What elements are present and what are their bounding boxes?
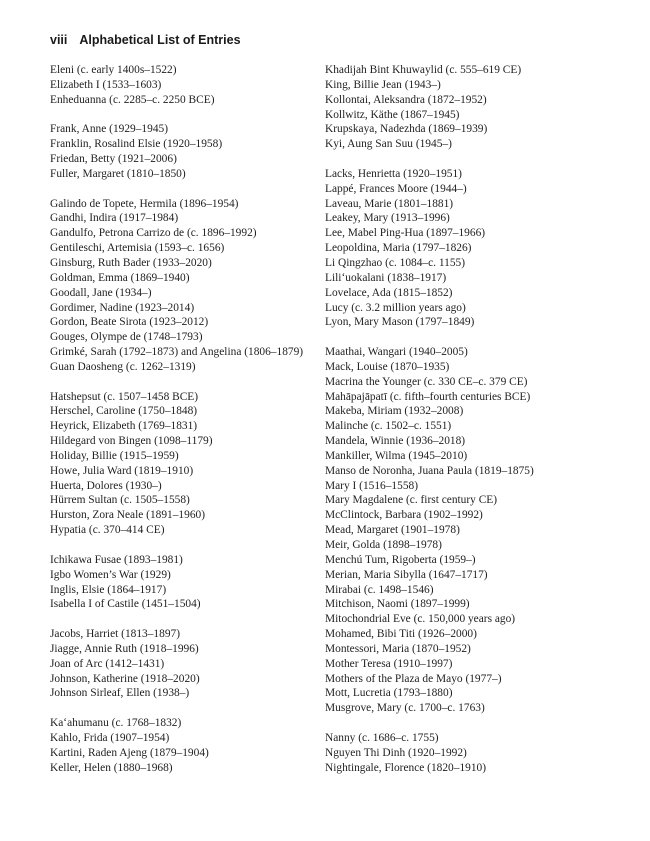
entry: Mother Teresa (1910–1997) xyxy=(325,657,453,670)
page-number: viii xyxy=(50,33,68,47)
entry: Leakey, Mary (1913–1996) xyxy=(325,212,450,225)
entry: Howe, Julia Ward (1819–1910) xyxy=(50,464,194,477)
entry-group xyxy=(325,731,615,776)
entry: Hurston, Zora Neale (1891–1960) xyxy=(50,509,205,522)
entry: Kollontai, Aleksandra (1872–1952) xyxy=(325,93,487,106)
entry: Lyon, Mary Mason (1797–1849) xyxy=(325,316,475,329)
entry-group xyxy=(50,63,318,108)
entry: Leopoldina, Maria (1797–1826) xyxy=(325,242,472,255)
entry: Hypatia (c. 370–414 CE) xyxy=(50,524,165,537)
entry: King, Billie Jean (1943–) xyxy=(325,78,441,91)
entry: Inglis, Elsie (1864–1917) xyxy=(50,583,167,596)
entry: Mary I (1516–1558) xyxy=(325,479,419,492)
entry: Ka‘ahumanu (c. 1768–1832) xyxy=(50,717,182,730)
entry: Kahlo, Frida (1907–1954) xyxy=(50,731,170,744)
entry-group xyxy=(50,390,318,538)
entry-group xyxy=(50,627,318,701)
left-column xyxy=(50,63,318,776)
entry: Huerta, Dolores (1930–) xyxy=(50,479,162,492)
entry: Lucy (c. 3.2 million years ago) xyxy=(325,301,466,314)
entry-group xyxy=(50,122,318,181)
entry-group xyxy=(50,716,318,775)
entry: Goldman, Emma (1869–1940) xyxy=(50,271,190,284)
entry: Maathai, Wangari (1940–2005) xyxy=(325,346,468,359)
entry: Hürrem Sultan (c. 1505–1558) xyxy=(50,494,190,507)
entry: Ichikawa Fusae (1893–1981) xyxy=(50,553,183,566)
entry-group xyxy=(325,63,615,152)
entry: Heyrick, Elizabeth (1769–1831) xyxy=(50,420,198,433)
entry: Li Qingzhao (c. 1084–c. 1155) xyxy=(325,256,466,269)
entry: Hildegard von Bingen (1098–1179) xyxy=(50,435,213,448)
entry: Joan of Arc (1412–1431) xyxy=(50,657,165,670)
entry: Isabella I of Castile (1451–1504) xyxy=(50,598,201,611)
entry: Galindo de Topete, Hermila (1896–1954) xyxy=(50,197,239,210)
entry: Makeba, Miriam (1932–2008) xyxy=(325,405,464,418)
entry: Gandhi, Indira (1917–1984) xyxy=(50,212,179,225)
entry: Mankiller, Wilma (1945–2010) xyxy=(325,449,468,462)
entry: Kyi, Aung San Suu (1945–) xyxy=(325,138,452,151)
entry: Herschel, Caroline (1750–1848) xyxy=(50,405,198,418)
entry: Macrina the Younger (c. 330 CE–c. 379 CE) xyxy=(325,375,528,388)
entry-group xyxy=(325,345,615,716)
entry: Gordimer, Nadine (1923–2014) xyxy=(50,301,195,314)
entry: Kollwitz, Käthe (1867–1945) xyxy=(325,108,460,121)
entry: Mitchison, Naomi (1897–1999) xyxy=(325,598,470,611)
entry-group xyxy=(50,197,318,375)
entry: Jiagge, Annie Ruth (1918–1996) xyxy=(50,642,199,655)
entry: McClintock, Barbara (1902–1992) xyxy=(325,509,483,522)
entry: Gordon, Beate Sirota (1923–2012) xyxy=(50,316,209,329)
entry: Guan Daosheng (c. 1262–1319) xyxy=(50,360,196,373)
entry: Mack, Louise (1870–1935) xyxy=(325,360,450,373)
entry: Mead, Margaret (1901–1978) xyxy=(325,524,460,537)
entry: Nightingale, Florence (1820–1910) xyxy=(325,761,487,774)
entry: Malinche (c. 1502–c. 1551) xyxy=(325,420,452,433)
entry: Lee, Mabel Ping-Hua (1897–1966) xyxy=(325,227,486,240)
entry: Meir, Golda (1898–1978) xyxy=(325,539,442,551)
right-column xyxy=(325,63,615,776)
entry: Eleni (c. early 1400s–1522) xyxy=(50,64,177,76)
entry: Musgrove, Mary (c. 1700–c. 1763) xyxy=(325,702,485,715)
entry: Krupskaya, Nadezhda (1869–1939) xyxy=(325,123,488,136)
entry: Lovelace, Ada (1815–1852) xyxy=(325,286,453,299)
entry: Mandela, Winnie (1936–2018) xyxy=(325,435,466,448)
entry: Lappé, Frances Moore (1944–) xyxy=(325,182,467,195)
entry: Mott, Lucretia (1793–1880) xyxy=(325,687,453,700)
entry: Manso de Noronha, Juana Paula (1819–1875) xyxy=(325,464,534,477)
entry: Menchú Tum, Rigoberta (1959–) xyxy=(325,553,476,566)
entry: Mitochondrial Eve (c. 150,000 years ago) xyxy=(325,613,516,626)
entry: Mahāpajāpatī (c. fifth–fourth centuries BCE) xyxy=(325,390,531,403)
entry: Igbo Women’s War (1929) xyxy=(50,568,171,581)
entry: Lili‘uokalani (1838–1917) xyxy=(325,271,447,284)
entry: Mohamed, Bibi Titi (1926–2000) xyxy=(325,628,477,641)
entry-group xyxy=(325,167,615,330)
entry: Johnson, Katherine (1918–2020) xyxy=(50,672,200,685)
entry: Jacobs, Harriet (1813–1897) xyxy=(50,628,181,641)
entry: Gouges, Olympe de (1748–1793) xyxy=(50,331,203,344)
entry: Grimké, Sarah (1792–1873) and Angelina (1806–1879) xyxy=(50,346,304,359)
entry: Merian, Maria Sibylla (1647–1717) xyxy=(325,568,488,581)
entry: Fuller, Margaret (1810–1850) xyxy=(50,167,186,180)
entry: Lacks, Henrietta (1920–1951) xyxy=(325,167,462,180)
entry: Enheduanna (c. 2285–c. 2250 BCE) xyxy=(50,93,215,106)
entry: Keller, Helen (1880–1968) xyxy=(50,761,173,774)
entry: Johnson Sirleaf, Ellen (1938–) xyxy=(50,687,190,700)
running-header xyxy=(50,33,241,47)
entry: Ginsburg, Ruth Bader (1933–2020) xyxy=(50,256,212,269)
entry: Friedan, Betty (1921–2006) xyxy=(50,153,177,166)
entry: Goodall, Jane (1934–) xyxy=(50,286,152,299)
entry: Frank, Anne (1929–1945) xyxy=(50,123,169,136)
entry: Mary Magdalene (c. first century CE) xyxy=(325,494,498,507)
entry: Gandulfo, Petrona Carrizo de (c. 1896–1992) xyxy=(50,227,257,240)
entry-group xyxy=(50,553,318,612)
entry: Laveau, Marie (1801–1881) xyxy=(325,197,454,210)
entry: Mirabai (c. 1498–1546) xyxy=(325,583,434,596)
entry: Franklin, Rosalind Elsie (1920–1958) xyxy=(50,138,223,151)
entry: Holiday, Billie (1915–1959) xyxy=(50,449,179,462)
entry: Mothers of the Plaza de Mayo (1977–) xyxy=(325,672,502,685)
entry: Elizabeth I (1533–1603) xyxy=(50,78,162,91)
entry: Montessori, Maria (1870–1952) xyxy=(325,642,471,655)
entry: Nguyen Thi Dinh (1920–1992) xyxy=(325,746,467,759)
entry: Hatshepsut (c. 1507–1458 BCE) xyxy=(50,390,199,403)
entry: Khadijah Bint Khuwaylid (c. 555–619 CE) xyxy=(325,64,522,76)
entry: Nanny (c. 1686–c. 1755) xyxy=(325,731,439,744)
entry: Kartini, Raden Ajeng (1879–1904) xyxy=(50,746,209,759)
entry: Gentileschi, Artemisia (1593–c. 1656) xyxy=(50,242,225,255)
page-title: Alphabetical List of Entries xyxy=(79,33,241,47)
